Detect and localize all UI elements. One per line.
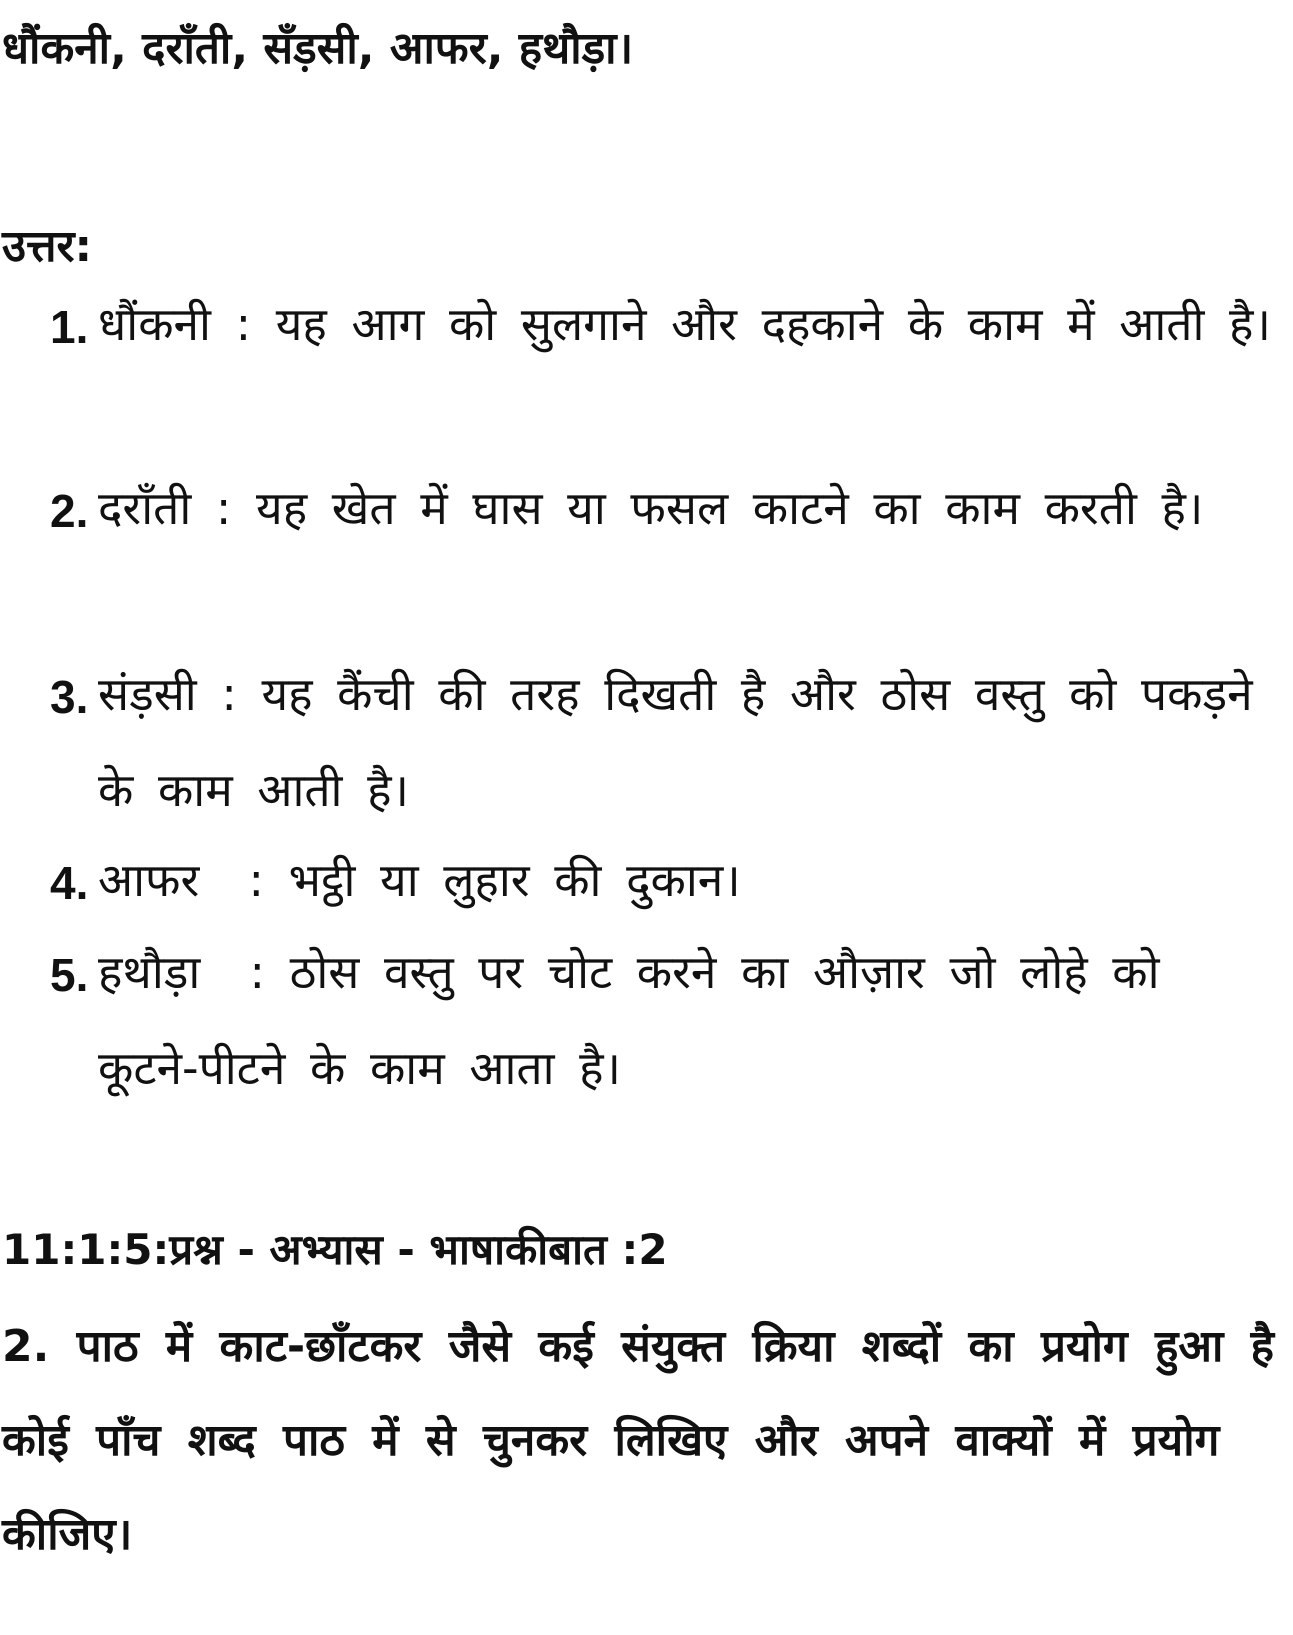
answer-text: संड़सी : यह कैंची की तरह दिखती है और ठोस वस्तु को पकड़ने के काम आती है। bbox=[98, 667, 1253, 817]
answer-heading: उत्तर: bbox=[2, 221, 93, 272]
question-text: 2. पाठ में काट-छाँटकर जैसे कई संयुक्त क्रिया शब्दों का प्रयोग हुआ है कोई पाँच शब्द पाठ में से चुनकर लिखिए और अपने वाक्यों में प्रयोग कीजिए। bbox=[2, 1321, 1275, 1560]
answer-number: 2. bbox=[50, 485, 89, 537]
intro-word-list: धौंकनी, दराँती, सँड़सी, आफर, हथौड़ा। bbox=[2, 23, 634, 74]
answer-text: धौंकनी : यह आग को सुलगाने और दहकाने के काम में आती है। bbox=[98, 297, 1271, 351]
answer-text: हथौड़ा : ठोस वस्तु पर चोट करने का औज़ार जो लोहे को कूटने-पीटने के काम आता है। bbox=[98, 945, 1185, 1095]
answer-number: 4. bbox=[50, 857, 89, 909]
answer-text: दराँती : यह खेत में घास या फसल काटने का काम करती है। bbox=[98, 481, 1204, 535]
answer-number: 1. bbox=[50, 301, 89, 353]
answer-text: आफर : भट्ठी या लुहार की दुकान। bbox=[98, 853, 741, 907]
section-code: 11:1:5:प्रश्न - अभ्यास - भाषाकीबात :2 bbox=[2, 1225, 668, 1274]
answer-number: 5. bbox=[50, 949, 89, 1001]
answer-number: 3. bbox=[50, 671, 89, 723]
